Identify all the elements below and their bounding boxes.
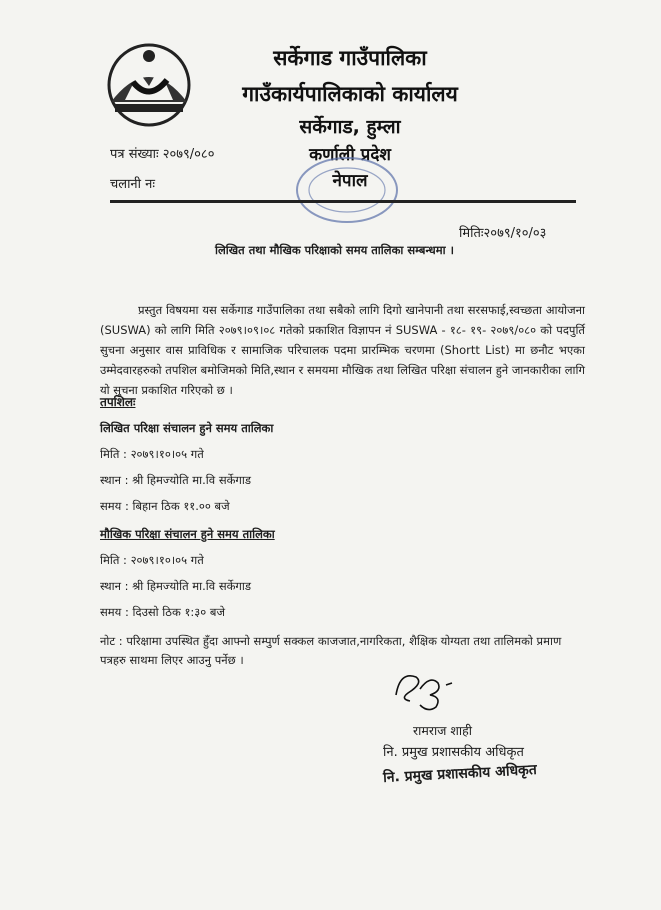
header-divider bbox=[110, 200, 576, 203]
office-subtitle: गाउँकार्यपालिकाको कार्यालय bbox=[242, 82, 458, 106]
written-exam-date: मिति : २०७९।१०।०५ गते bbox=[100, 447, 204, 461]
signatory-designation: नि. प्रमुख प्रशासकीय अधिकृत bbox=[383, 745, 524, 760]
province-name: कर्णाली प्रदेश bbox=[309, 145, 391, 165]
office-name: सर्केगाड गाउँपालिका bbox=[273, 46, 427, 70]
country-name: नेपाल bbox=[332, 171, 368, 191]
oral-exam-heading: मौखिक परिक्षा संचालन हुने समय तालिका bbox=[100, 527, 275, 541]
office-location: सर्केगाड, हुम्ला bbox=[299, 116, 401, 138]
dispatch-number: चलानी नः bbox=[110, 177, 155, 192]
written-exam-heading: लिखित परिक्षा संचालन हुने समय तालिका bbox=[100, 421, 274, 435]
note-text: नोट : परिक्षामा उपस्थित हुँदा आफ्नो सम्पुर्ण सक्कल काजजात,नागरिकता, शैक्षिक योग्यता तथा तालिमको प्रमाण पत्रहरु साथमा लिएर आउनु पर्नेछ । bbox=[100, 634, 562, 667]
body-text: प्रस्तुत विषयमा यस सर्केगाड गाउँपालिका तथा सबैको लागि दिगो खानेपानी तथा सरसफाई,स्वच्छता आयोजना (SUSWA) को लागि मिति २०७९।०९।०८ गतेको प्रकाशित विज्ञापन नं SUSWA - १८- १९- २०७९/०८० को पदपुर्ति सुचना अनुसार वास प्राविधिक र सामाजिक परिचालक पदमा प्रारम्भिक चरणमा (Shortt List) मा छनौट भएका उम्मेदवारहरुको तपशिल बमोजिमको मिति,स्थान र समयमा मौखिक तथा लिखित परिक्षा संचालन हुने जानकारीका लागि यो सुचना प्रकाशित गरिएको छ । bbox=[100, 303, 585, 397]
body-paragraph bbox=[100, 300, 585, 400]
signature-icon bbox=[390, 665, 470, 713]
tapasil-label: तपशिलः bbox=[100, 395, 136, 409]
oral-exam-place: स्थान : श्री हिमज्योति मा.वि सर्केगाड bbox=[100, 579, 252, 593]
signatory-name: रामराज शाही bbox=[413, 723, 473, 738]
nepal-emblem-icon bbox=[103, 42, 195, 128]
designation-stamp: नि. प्रमुख प्रशासकीय अधिकृत bbox=[382, 761, 538, 787]
written-exam-time: समय : बिहान ठिक ११.०० बजे bbox=[100, 499, 230, 513]
written-exam-place: स्थान : श्री हिमज्योति मा.वि सर्केगाड bbox=[100, 473, 252, 487]
letter-date: मितिः२०७९/१०/०३ bbox=[459, 226, 547, 241]
office-stamp bbox=[272, 150, 402, 230]
letter-subject: लिखित तथा मौखिक परिक्षाको समय तालिका सम्बन्धमा । bbox=[215, 243, 454, 257]
oral-exam-date: मिति : २०७९।१०।०५ गते bbox=[100, 553, 204, 567]
reference-number: पत्र संख्याः २०७९/०८० bbox=[110, 147, 215, 162]
oral-exam-time: समय : दिउसो ठिक १:३० बजे bbox=[100, 605, 226, 619]
